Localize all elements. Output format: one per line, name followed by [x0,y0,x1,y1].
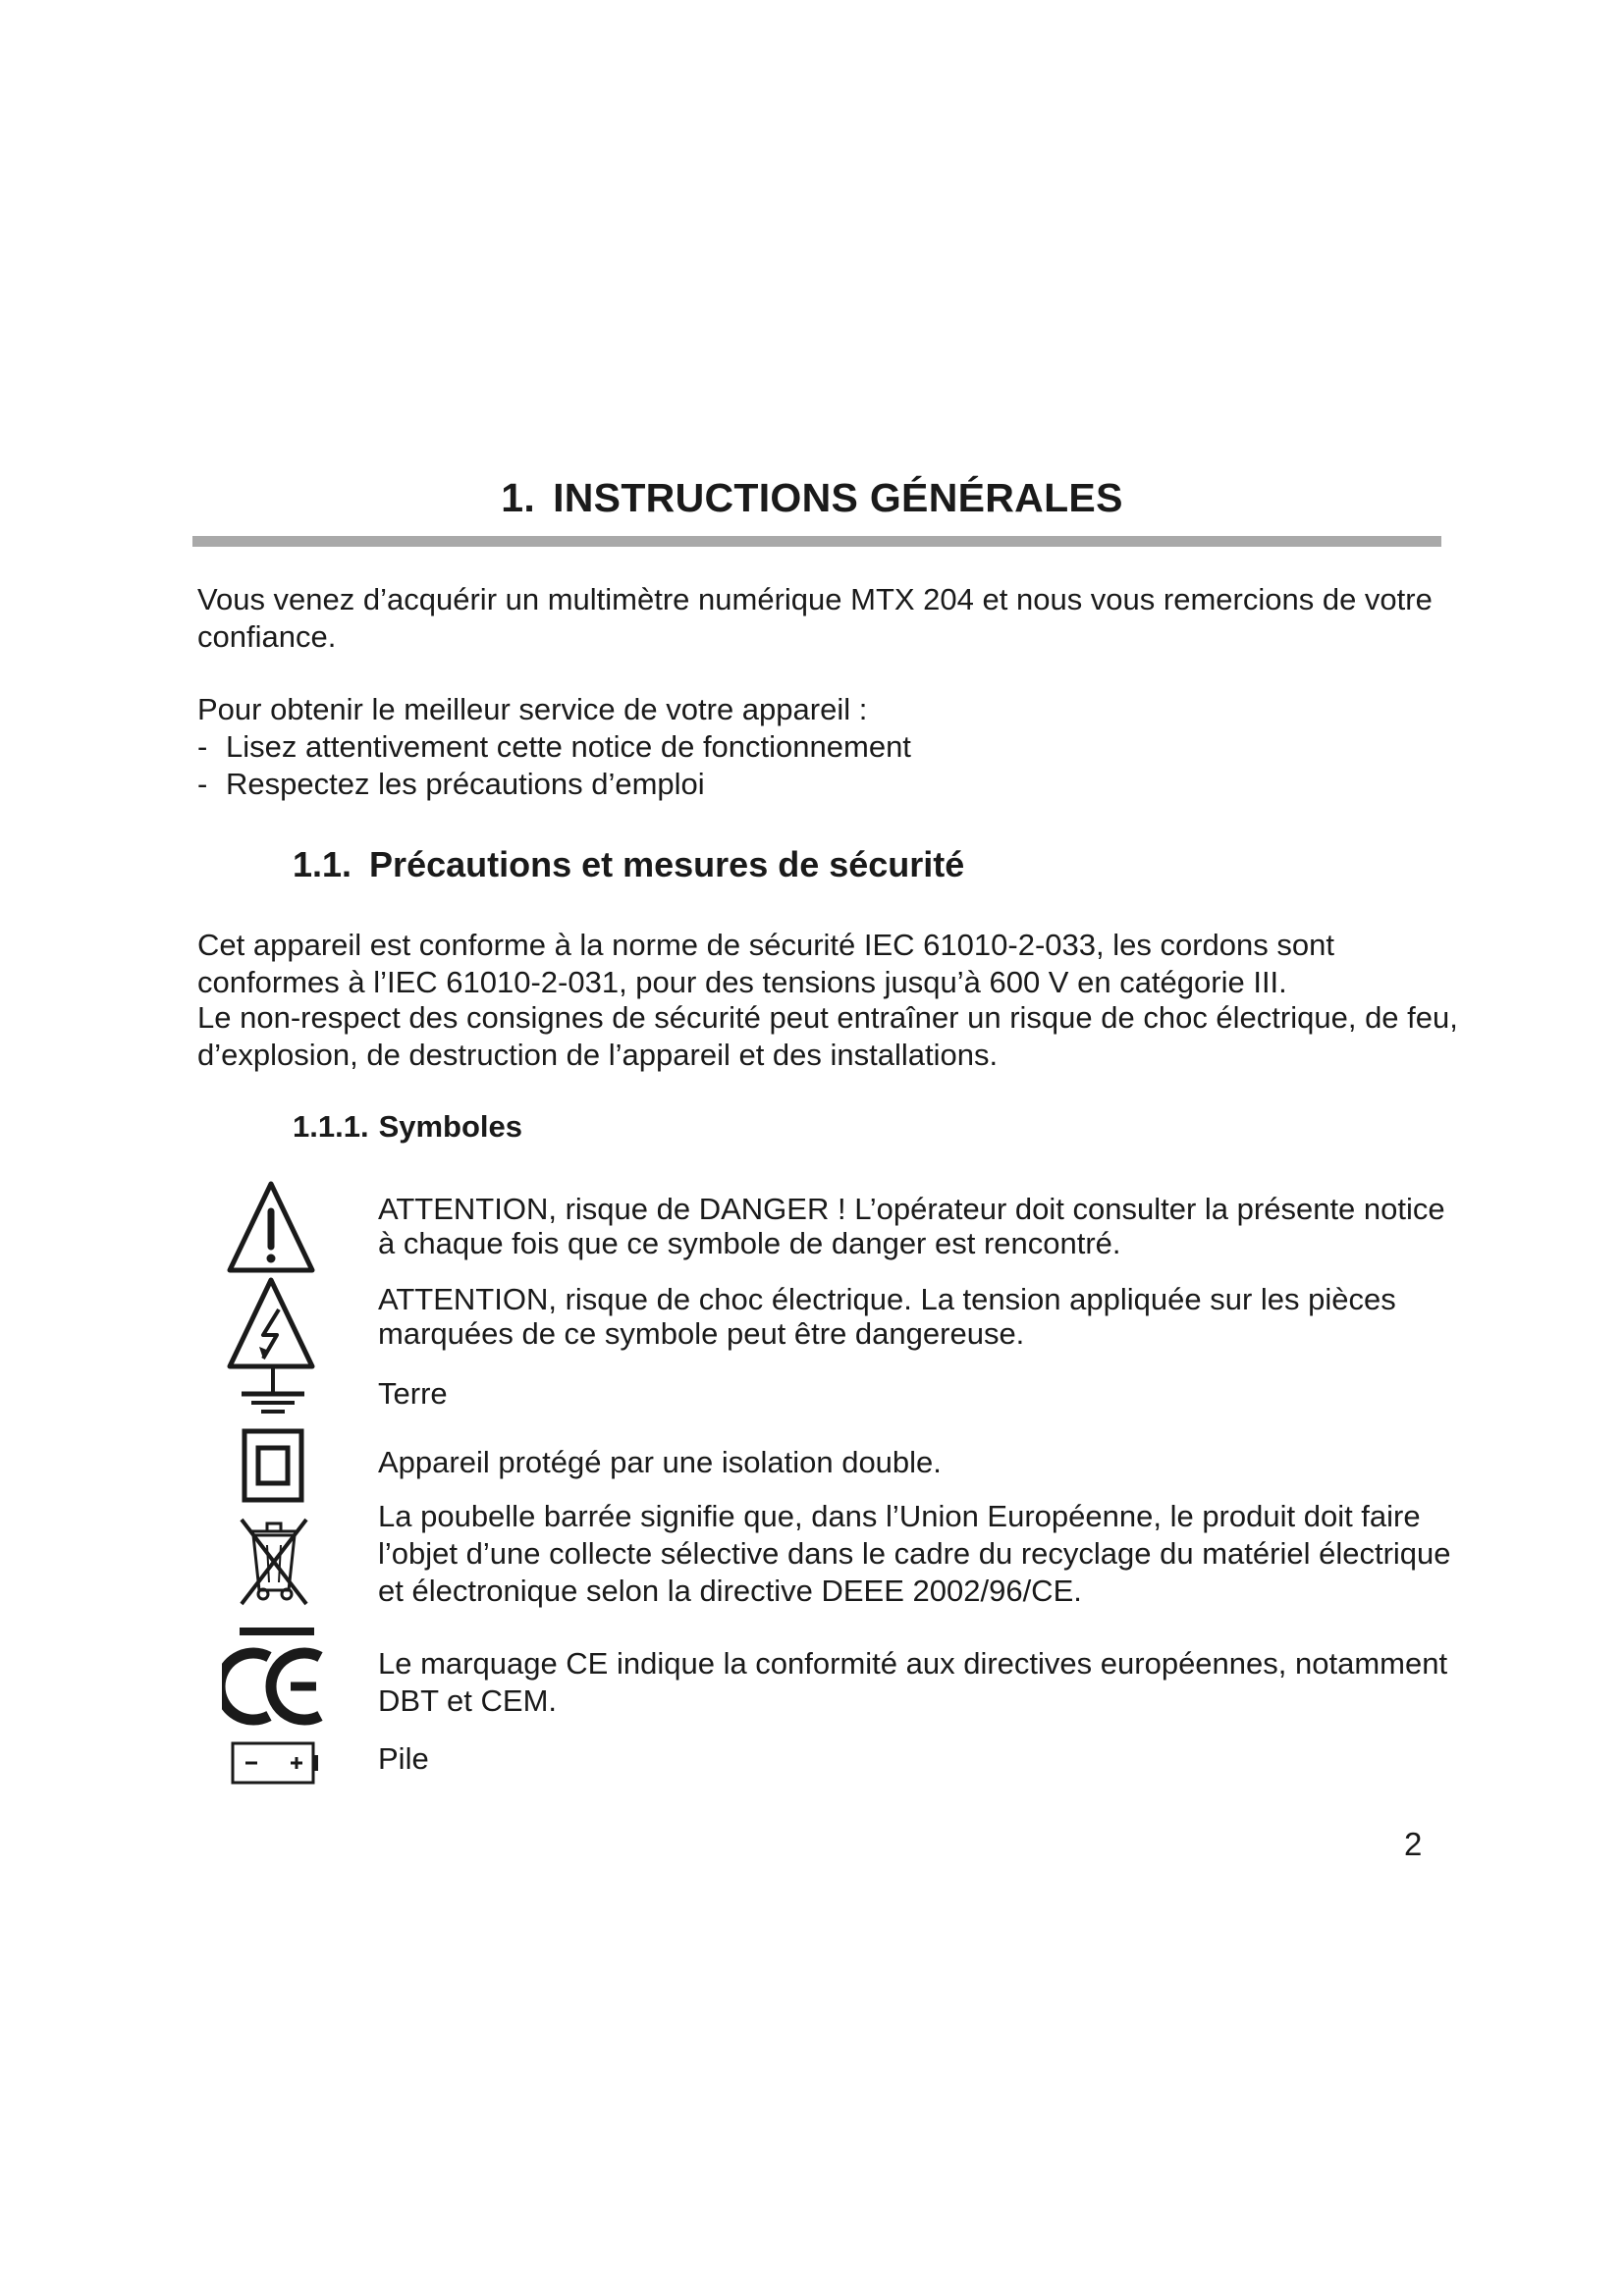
page-title [0,475,1624,521]
section-title: Précautions et mesures de sécurité [369,844,965,884]
section-number: 1.1. [293,844,352,884]
symbol-description-battery: Pile [378,1741,429,1776]
safety-paragraph-2: Le non-respect des consignes de sécurité peut entraîner un risque de choc électrique, de feu, d’explosion, de destruction de l’appareil et des installations. [197,1000,1458,1072]
heading-underline [192,536,1441,547]
double-insulation-icon [242,1428,304,1503]
symbol-description-danger: ATTENTION, risque de DANGER ! L’opérateur doit consulter la présente notice à chaque fois que ce symbole de danger est rencontré. [378,1192,1445,1260]
battery-icon [230,1737,320,1789]
symbol-description-weee: La poubelle barrée signifie que, dans l’Union Européenne, le produit doit faire l’objet d’une collecte sélective dans le cadre du recyclage du matériel électrique et électronique selon la directive DEEE 2002/96/CE. [378,1499,1451,1608]
ce-mark-icon [222,1645,330,1728]
intro-lead: Pour obtenir le meilleur service de votre appareil : [197,692,868,726]
crossed-bin-icon [236,1510,312,1608]
symbol-description-shock: ATTENTION, risque de choc électrique. La tension appliquée sur les pièces marquées de ce symbole peut être dangereuse. [378,1282,1396,1351]
list-item: - Respectez les précautions d’emploi [197,767,705,801]
page-number: 2 [1404,1826,1423,1862]
earth-ground-icon [240,1368,306,1415]
list-item: - Lisez attentivement cette notice de fonctionnement [197,729,911,764]
subsection-heading [293,1109,522,1145]
warning-triangle-icon [224,1178,318,1278]
safety-paragraph-1: Cet appareil est conforme à la norme de sécurité IEC 61010-2-033, les cordons sont conformes à l’IEC 61010-2-031, pour des tensions jusqu’à 600 V en catégorie III. [197,928,1334,999]
symbol-description-ce: Le marquage CE indique la conformité aux directives européennes, notamment DBT et CEM. [378,1646,1448,1718]
symbol-description-earth: Terre [378,1376,448,1411]
symbol-description-insulation: Appareil protégé par une isolation double. [378,1445,942,1479]
heading-number: 1. [501,475,536,520]
electric-shock-icon [224,1274,318,1372]
heading-title: INSTRUCTIONS GÉNÉRALES [553,475,1123,520]
subsection-number: 1.1.1. [293,1109,369,1144]
intro-paragraph: Vous venez d’acquérir un multimètre numérique MTX 204 et nous vous remercions de votre confiance. [197,582,1433,654]
section-heading [293,844,964,885]
weee-bar [240,1628,314,1635]
subsection-title: Symboles [378,1109,523,1144]
list-item-text: Lisez attentivement cette notice de fonctionnement [226,729,911,764]
list-item-text: Respectez les précautions d’emploi [226,767,705,801]
